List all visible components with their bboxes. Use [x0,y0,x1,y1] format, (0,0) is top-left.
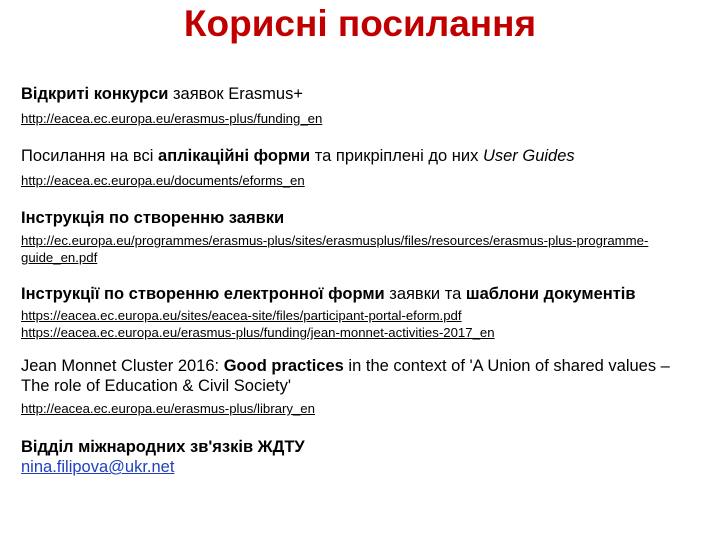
heading-bold: Інструкція по створенню заявки [21,209,285,227]
links-list [21,84,701,477]
heading-text: заявки та [384,285,466,303]
section-heading-international-office [21,437,701,457]
section-heading-eform-instructions [21,284,701,304]
link-eforms[interactable]: http://eacea.ec.europa.eu/documents/eforms_en [21,173,305,188]
link-participant-portal-eform[interactable]: https://eacea.ec.europa.eu/sites/eacea-site/files/participant-portal-eform.pdf [21,308,462,323]
link-jean-monnet-activities[interactable]: https://eacea.ec.europa.eu/erasmus-plus/funding/jean-monnet-activities-2017_en [21,325,495,340]
heading-text: заявок Erasmus+ [168,85,303,103]
contact-email-link[interactable]: nina.filipova@ukr.net [21,458,175,476]
heading-bold: Good practices [223,357,344,375]
heading-bold: Відділ міжнародних зв'язків ЖДТУ [21,438,305,456]
section-heading-forms [21,146,701,166]
section-heading-guide [21,208,701,228]
link-funding[interactable]: http://eacea.ec.europa.eu/erasmus-plus/funding_en [21,111,323,126]
heading-bold: Інструкції по створенню електронної форми [21,285,385,303]
link-programme-guide[interactable]: http://ec.europa.eu/programmes/erasmus-plus/sites/erasmusplus/files/resources/erasmus-plus-programme-guide_en.pdf [21,233,649,265]
link-library[interactable]: http://eacea.ec.europa.eu/erasmus-plus/library_en [21,401,315,416]
section-heading-jean-monnet [21,356,701,396]
heading-text: та прикріплені до них [310,147,483,165]
heading-bold: аплікаційні форми [158,147,311,165]
heading-text: in the context of 'A Union of shared values – The role of Education & Civil Society' [21,357,670,395]
heading-bold: Відкриті конкурси [21,85,169,103]
section-heading-open-calls [21,84,701,104]
page-title: Корисні посилання [183,3,537,44]
heading-bold: шаблони документів [465,285,636,303]
heading-italic: User Guides [482,147,575,165]
heading-text: Посилання на всі [21,147,159,165]
heading-text: Jean Monnet Cluster 2016: [21,357,224,375]
